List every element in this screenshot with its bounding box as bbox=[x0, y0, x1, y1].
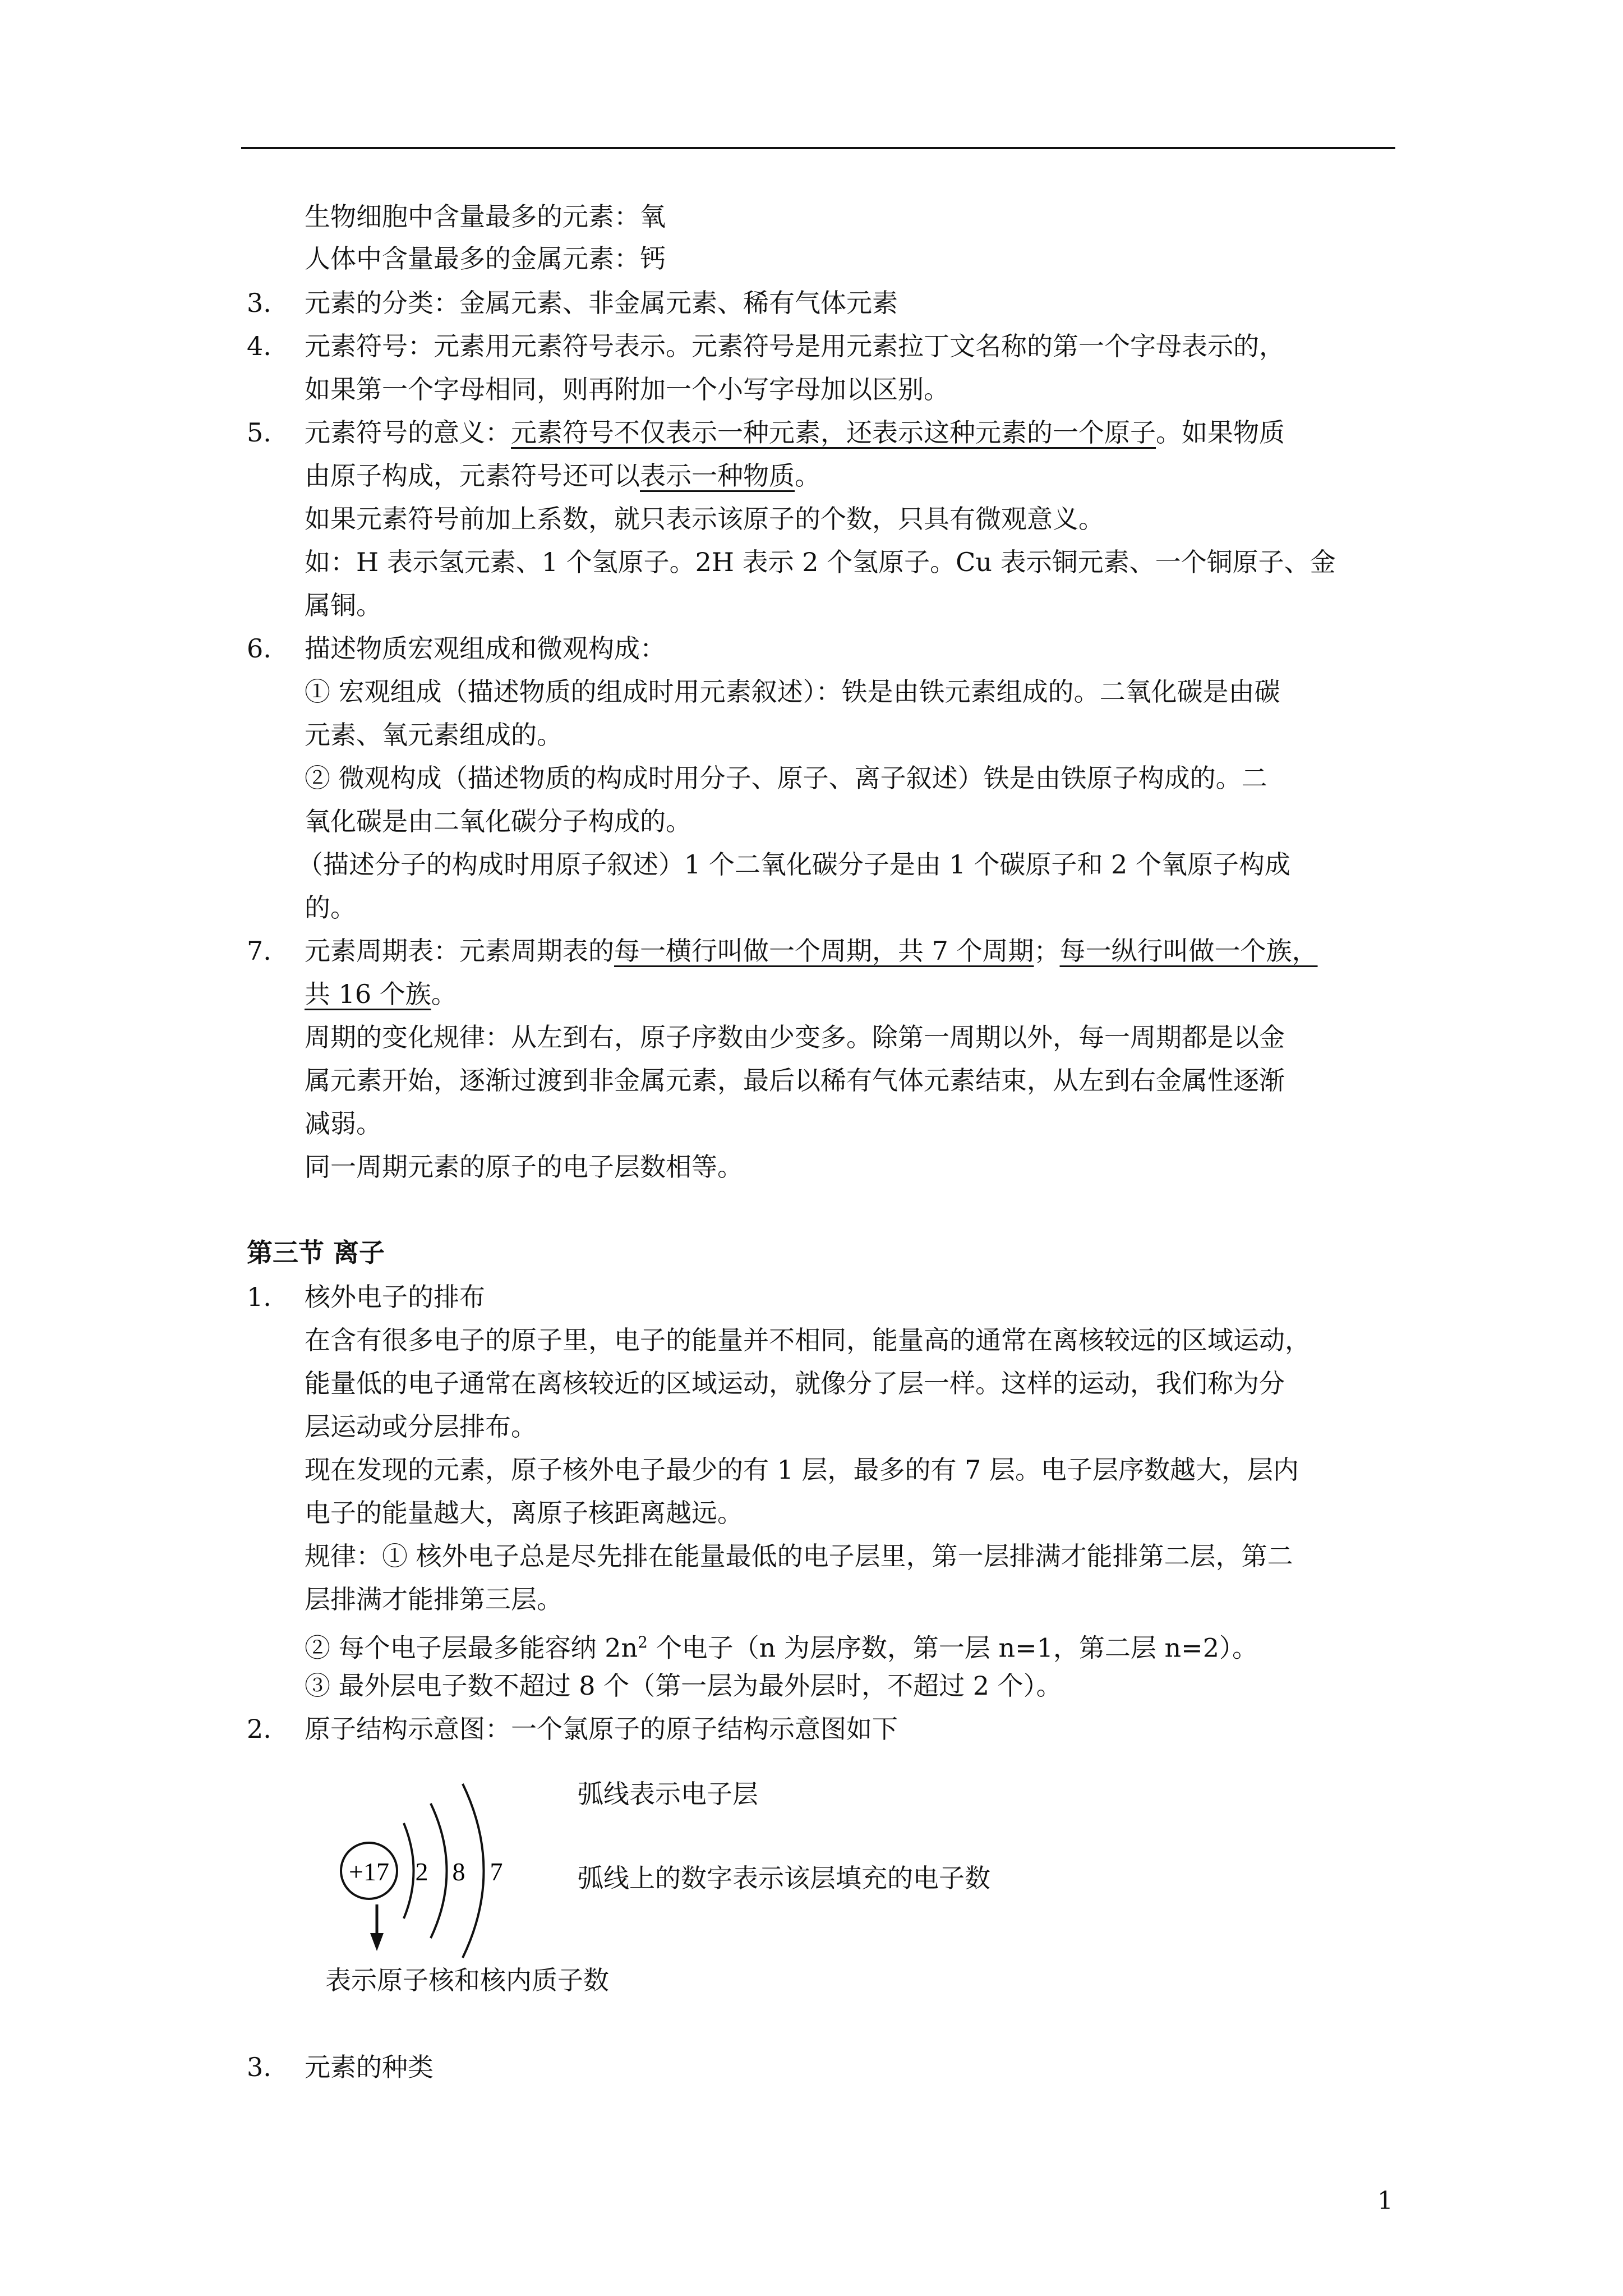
list-number: 6. bbox=[247, 633, 271, 664]
atom-structure-diagram bbox=[303, 1761, 538, 1969]
text-line: 规律：① 核外电子总是尽先排在能量最低的电子层里，第一层排满才能排第二层，第二 bbox=[305, 1541, 1293, 1571]
underlined-text: 每一纵行叫做一个族， bbox=[1059, 936, 1318, 966]
shell-count-2: 8 bbox=[452, 1857, 465, 1886]
text-span: 元素符号的意义： bbox=[305, 417, 511, 448]
diagram-label-number: 弧线上的数字表示该层填充的电子数 bbox=[578, 1863, 990, 1893]
text-line: 人体中含量最多的金属元素：钙 bbox=[305, 243, 666, 274]
text-line bbox=[305, 1626, 1258, 1664]
text-line: 周期的变化规律：从左到右，原子序数由少变多。除第一周期以外，每一周期都是以金 bbox=[305, 1022, 1285, 1052]
text-line: ② 微观构成（描述物质的构成时用分子、原子、离子叙述）铁是由铁原子构成的。二 bbox=[305, 763, 1267, 793]
nucleus-label: +17 bbox=[349, 1857, 389, 1886]
text-line: 现在发现的元素，原子核外电子最少的有 1 层，最多的有 7 层。电子层序数越大，层内 bbox=[305, 1455, 1299, 1485]
underlined-text: 表示一种物质 bbox=[640, 461, 795, 491]
list-number: 7. bbox=[247, 936, 271, 966]
shell-arc-3 bbox=[463, 1784, 484, 1958]
text-line: 同一周期元素的原子的电子层数相等。 bbox=[305, 1152, 743, 1182]
text-line: 生物细胞中含量最多的元素：氧 bbox=[305, 201, 666, 232]
list-number: 4. bbox=[247, 331, 271, 361]
text-line: 层运动或分层排布。 bbox=[305, 1411, 537, 1442]
text-line: 的。 bbox=[305, 892, 356, 923]
arrow-head bbox=[370, 1933, 384, 1951]
text-span: 。 bbox=[795, 461, 820, 491]
text-line: 如果第一个字母相同，则再附加一个小写字母加以区别。 bbox=[305, 374, 949, 404]
shell-count-3: 7 bbox=[490, 1857, 503, 1886]
diagram-label-arc: 弧线表示电子层 bbox=[578, 1779, 758, 1809]
page-number: 1 bbox=[1377, 2187, 1393, 2215]
text-span: 。如果物质 bbox=[1156, 417, 1285, 448]
text-line: ① 宏观组成（描述物质的组成时用元素叙述）：铁是由铁元素组成的。二氧化碳是由碳 bbox=[305, 677, 1280, 707]
shell-arc-1 bbox=[404, 1823, 414, 1918]
list-number: 1. bbox=[247, 1282, 271, 1312]
text-line: 如：H 表示氢元素、1 个氢原子。2H 表示 2 个氢原子。Cu 表示铜元素、一个铜原子、金 bbox=[305, 547, 1336, 577]
shell-count-1: 2 bbox=[415, 1857, 428, 1886]
text-line: （描述分子的构成时用原子叙述）1 个二氧化碳分子是由 1 个碳原子和 2 个氧原子构成 bbox=[297, 849, 1290, 880]
text-line bbox=[305, 459, 820, 493]
text-span: 。 bbox=[431, 979, 457, 1009]
underlined-text: 元素符号不仅表示一种元素，还表示这种元素的一个原子 bbox=[511, 417, 1156, 448]
list-number: 5. bbox=[247, 417, 271, 448]
text-line: 在含有很多电子的原子里，电子的能量并不相同，能量高的通常在离核较远的区域运动， bbox=[305, 1325, 1311, 1355]
diagram-label-nucleus: 表示原子核和核内质子数 bbox=[325, 1965, 609, 1995]
text-line bbox=[305, 977, 457, 1011]
text-span: ； bbox=[1034, 936, 1060, 966]
text-line: 减弱。 bbox=[305, 1108, 382, 1139]
text-span: ② 每个电子层最多能容纳 2n bbox=[305, 1632, 638, 1663]
list-number: 3. bbox=[247, 288, 271, 318]
text-line: ③ 最外层电子数不超过 8 个（第一层为最外层时，不超过 2 个）。 bbox=[305, 1671, 1062, 1701]
underlined-text: 共 16 个族 bbox=[305, 979, 431, 1009]
text-line: 属铜。 bbox=[305, 590, 382, 620]
superscript: 2 bbox=[638, 1633, 648, 1651]
text-line: 层排满才能排第三层。 bbox=[305, 1584, 562, 1614]
text-span: 由原子构成，元素符号还可以 bbox=[305, 461, 640, 491]
section-heading: 第三节 离子 bbox=[247, 1237, 385, 1268]
text-line: 描述物质宏观组成和微观构成： bbox=[305, 633, 666, 664]
text-line: 元素的分类：金属元素、非金属元素、稀有气体元素 bbox=[305, 288, 898, 318]
text-line: 电子的能量越大，离原子核距离越远。 bbox=[305, 1498, 743, 1528]
header-rule bbox=[241, 147, 1395, 149]
list-number: 3. bbox=[247, 2052, 271, 2082]
list-number: 2. bbox=[247, 1714, 271, 1744]
text-span: 个电子（n 为层序数，第一层 n=1，第二层 n=2）。 bbox=[647, 1632, 1258, 1663]
text-line: 如果元素符号前加上系数，就只表示该原子的个数，只具有微观意义。 bbox=[305, 504, 1104, 534]
text-line: 核外电子的排布 bbox=[305, 1282, 485, 1312]
text-line bbox=[305, 416, 1285, 449]
text-line bbox=[305, 934, 1318, 968]
underlined-text: 每一横行叫做一个周期，共 7 个周期 bbox=[614, 936, 1034, 966]
text-span: 元素周期表：元素周期表的 bbox=[305, 936, 614, 966]
text-line: 属元素开始，逐渐过渡到非金属元素，最后以稀有气体元素结束，从左到右金属性逐渐 bbox=[305, 1065, 1285, 1096]
text-line: 能量低的电子通常在离核较近的区域运动，就像分了层一样。这样的运动，我们称为分 bbox=[305, 1368, 1285, 1398]
shell-arc-2 bbox=[431, 1803, 447, 1938]
text-line: 元素符号：元素用元素符号表示。元素符号是用元素拉丁文名称的第一个字母表示的， bbox=[305, 331, 1285, 361]
text-line: 原子结构示意图：一个氯原子的原子结构示意图如下 bbox=[305, 1714, 898, 1744]
text-line: 元素、氧元素组成的。 bbox=[305, 720, 562, 750]
text-line: 元素的种类 bbox=[305, 2052, 434, 2082]
text-line: 氧化碳是由二氧化碳分子构成的。 bbox=[305, 806, 691, 836]
